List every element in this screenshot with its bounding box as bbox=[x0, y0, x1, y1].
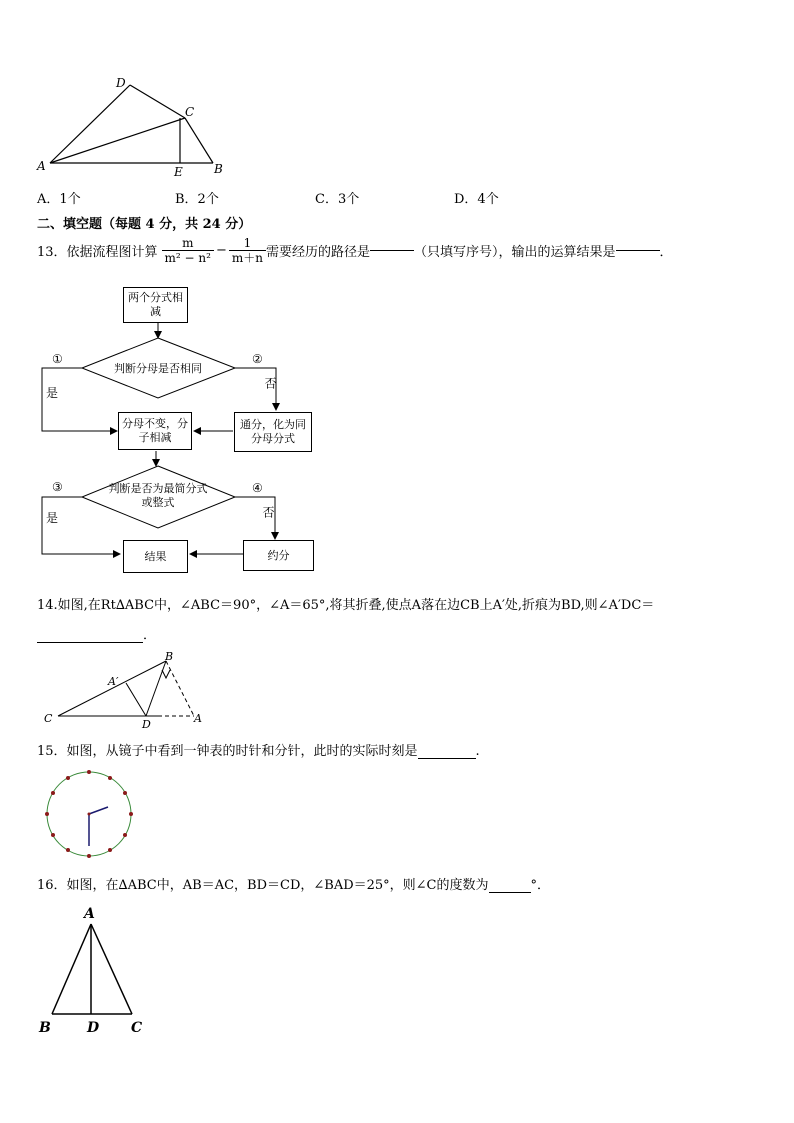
flow-convert-box: 通分，化为同分母分式 bbox=[234, 412, 312, 452]
q16-figure bbox=[36, 902, 156, 1042]
q12-figure bbox=[30, 70, 230, 185]
flow-label-2: ② bbox=[252, 352, 263, 366]
q15-clock-figure bbox=[44, 770, 136, 862]
q16-label-a: A bbox=[84, 906, 95, 922]
flow-result-box: 结果 bbox=[123, 540, 188, 573]
q13-prefix: 13．依据流程图计算 bbox=[37, 245, 158, 260]
q16-text: 16．如图，在∆ABC中，AB＝AC，BD＝CD，∠BAD＝25°，则∠C的度数为 bbox=[37, 878, 489, 893]
q14-answer-line bbox=[37, 624, 156, 643]
q14-answer-blank[interactable] bbox=[37, 642, 143, 643]
q14-end: ． bbox=[143, 628, 157, 643]
flow-yes-1: 是 bbox=[46, 386, 59, 400]
q16-end: °． bbox=[530, 878, 551, 893]
q13-answer-blank-1[interactable] bbox=[370, 250, 414, 251]
q13-question bbox=[37, 236, 673, 265]
q13-frac1-den: m² − n² bbox=[164, 251, 211, 265]
section-header: 二、填空题（每题 4 分，共 24 分） bbox=[37, 217, 252, 232]
flow-yes-2: 是 bbox=[46, 511, 59, 525]
q16-question bbox=[37, 874, 550, 893]
q12-label-d: D bbox=[116, 76, 126, 90]
q14-label-d: D bbox=[142, 718, 151, 728]
q16-answer-blank[interactable] bbox=[489, 892, 531, 893]
q14-label-b: B bbox=[165, 650, 174, 663]
q13-mid: 需要经历的路径是 bbox=[265, 245, 370, 260]
q14-label-a: A bbox=[194, 712, 202, 725]
choice-c: C．3个 bbox=[315, 192, 360, 207]
q14-label-a-prime: A′ bbox=[108, 675, 119, 688]
q16-label-c: C bbox=[131, 1020, 143, 1036]
q13-fraction-2 bbox=[229, 236, 266, 265]
q15-question bbox=[37, 740, 480, 759]
q12-label-a: A bbox=[37, 159, 46, 173]
flow-same-denominator-box: 分母不变，分子相减 bbox=[118, 412, 192, 450]
q13-answer-blank-2[interactable] bbox=[616, 250, 660, 251]
choice-a: A．1个 bbox=[37, 192, 81, 207]
q12-label-c: C bbox=[185, 105, 195, 119]
flow-label-3: ③ bbox=[52, 480, 63, 494]
flow-start-box: 两个分式相减 bbox=[123, 287, 188, 323]
flow-no-1: 否 bbox=[263, 377, 277, 389]
q13-frac1-num: m bbox=[162, 236, 214, 251]
choice-b: B．2个 bbox=[175, 192, 219, 207]
q14-label-c: C bbox=[44, 712, 53, 725]
q15-text: 15．如图，从镜子中看到一钟表的时针和分针，此时的实际时刻是 bbox=[37, 744, 418, 759]
q16-label-d: D bbox=[87, 1020, 100, 1036]
q14-question: 14.如图,在Rt∆ABC中，∠ABC＝90°，∠A＝65°,将其折叠,使点A落在边CB上A′处,折痕为BD,则∠A′DC＝ bbox=[37, 598, 655, 613]
q13-end: ． bbox=[659, 245, 673, 260]
q15-end: . bbox=[475, 744, 480, 759]
choice-d: D．4个 bbox=[454, 192, 499, 207]
q13-frac2-num: 1 bbox=[229, 236, 266, 251]
flow-label-4: ④ bbox=[252, 481, 263, 495]
q13-minus: − bbox=[215, 243, 227, 258]
q12-label-e: E bbox=[174, 165, 183, 179]
q13-fraction-1 bbox=[162, 236, 214, 265]
q16-label-b: B bbox=[39, 1020, 51, 1036]
flow-label-1: ① bbox=[52, 352, 63, 366]
q15-answer-blank[interactable] bbox=[418, 758, 476, 759]
flow-decision-1: 判断分母是否相同 bbox=[114, 362, 202, 375]
flow-reduce-box: 约分 bbox=[243, 540, 314, 571]
flow-decision-2: 判断是否为最简分式或整式 bbox=[108, 482, 208, 509]
q13-frac2-den: m＋n bbox=[231, 251, 263, 265]
q12-label-b: B bbox=[214, 162, 223, 176]
q14-figure bbox=[36, 648, 216, 728]
q13-mid2: （只填写序号），输出的运算结果是 bbox=[414, 245, 616, 260]
flow-no-2: 否 bbox=[261, 506, 275, 518]
